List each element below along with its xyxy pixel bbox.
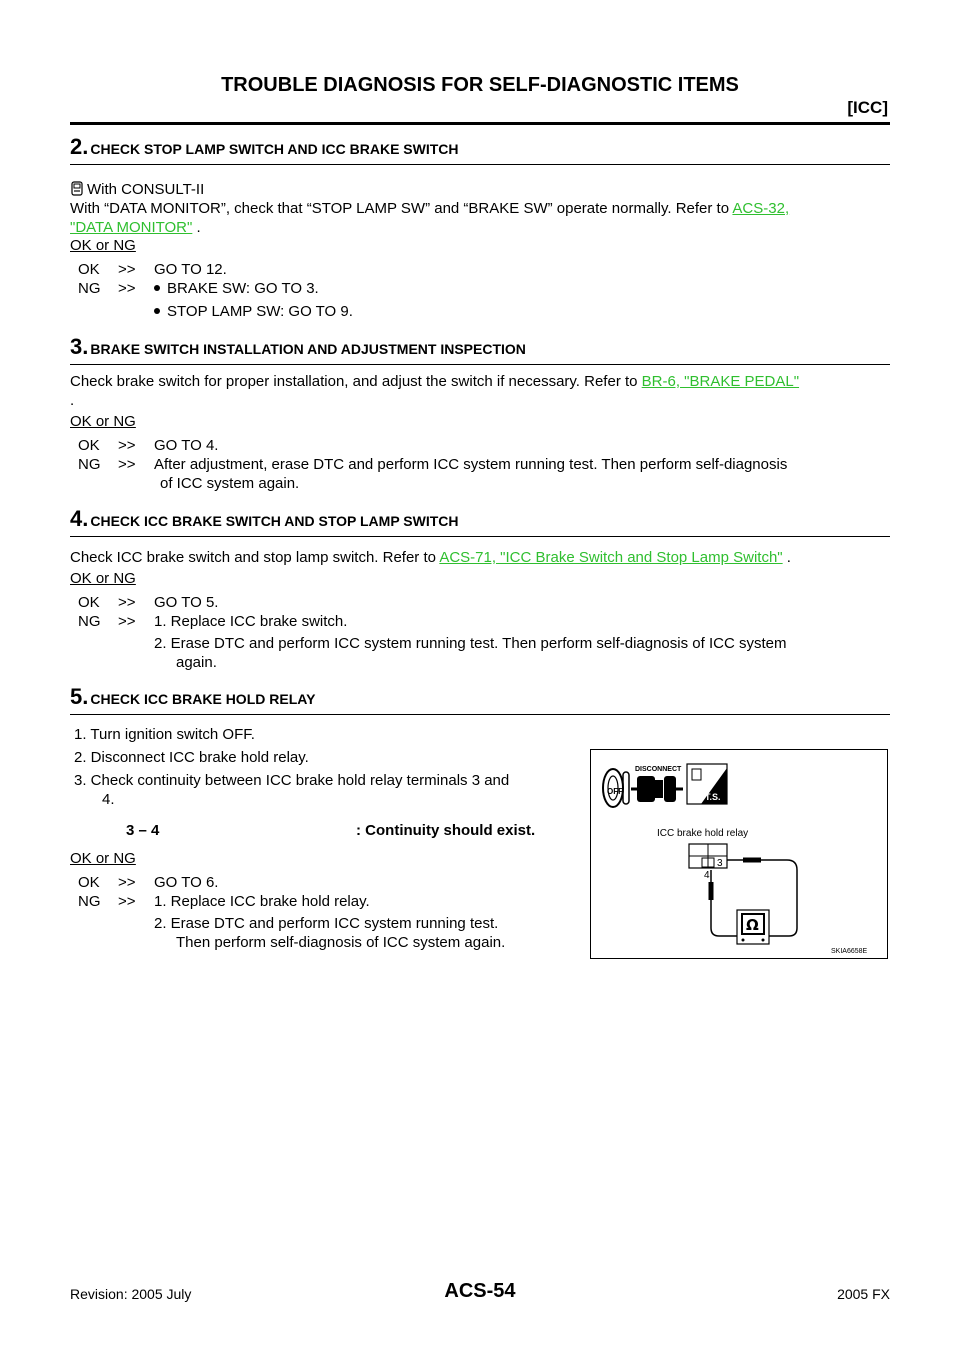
- figure-id: SKIA6658E: [831, 948, 868, 955]
- step-title: BRAKE SWITCH INSTALLATION AND ADJUSTMENT INSPECTION: [90, 341, 526, 357]
- body-text: Check ICC brake switch and stop lamp switch. Refer to: [70, 549, 436, 566]
- step-4-body: [70, 548, 890, 567]
- arrow: >>: [118, 874, 136, 891]
- revision-label: Revision: 2005 July: [70, 1286, 192, 1302]
- ng-result: [78, 279, 319, 298]
- ignition-key-icon: [603, 769, 629, 807]
- step-3-period: .: [70, 392, 75, 409]
- section-tag: [ICC]: [847, 98, 888, 117]
- ng-key: NG: [78, 613, 101, 630]
- link-acs-71[interactable]: ACS-71, "ICC Brake Switch and Stop Lamp Switch": [439, 549, 783, 566]
- arrow: >>: [118, 594, 136, 611]
- step-title: CHECK STOP LAMP SWITCH AND ICC BRAKE SWITCH: [90, 141, 459, 157]
- step-5-heading: [70, 684, 890, 715]
- ng-text: After adjustment, erase DTC and perform ICC system running test. Then perform self-diagnosis: [154, 456, 788, 473]
- ok-text: GO TO 5.: [154, 594, 219, 611]
- step-number: 5.: [70, 684, 89, 709]
- arrow: >>: [118, 893, 136, 910]
- arrow: >>: [118, 437, 136, 454]
- terminal-3-label: 3: [717, 858, 723, 869]
- ok-or-ng-label: OK or NG: [70, 237, 136, 254]
- ohmmeter-icon: [737, 910, 769, 944]
- link-data-monitor[interactable]: "DATA MONITOR": [70, 219, 193, 236]
- step-2-heading: [70, 134, 890, 165]
- consult-line: [70, 180, 890, 199]
- step-number: 3.: [70, 334, 89, 359]
- step-title: CHECK ICC BRAKE HOLD RELAY: [90, 691, 316, 707]
- ok-key: OK: [78, 261, 100, 278]
- consult-icon: [70, 181, 84, 196]
- page-title: TROUBLE DIAGNOSIS FOR SELF-DIAGNOSTIC ITEMS: [221, 74, 739, 96]
- ng-result-3: Then perform self-diagnosis of ICC system again.: [176, 934, 506, 951]
- ng-key: NG: [78, 280, 101, 297]
- ng-result: [78, 892, 370, 911]
- step-3-heading: [70, 334, 890, 365]
- model-label: 2005 FX: [837, 1286, 890, 1302]
- terminal-4-label: 4: [704, 870, 710, 881]
- ng-text: 1. Replace ICC brake hold relay.: [154, 893, 370, 910]
- ok-or-ng-label: OK or NG: [70, 570, 136, 587]
- consult-label: With CONSULT-II: [87, 181, 205, 198]
- bullet-icon: [154, 285, 160, 291]
- body-text: .: [192, 219, 201, 236]
- procedure-item-3-cont: 4.: [102, 791, 115, 808]
- ng-text: 1. Replace ICC brake switch.: [154, 613, 348, 630]
- relay-connector: [689, 844, 727, 881]
- ok-key: OK: [78, 437, 100, 454]
- procedure-item-1: 1. Turn ignition switch OFF.: [74, 726, 255, 743]
- ng-result-2: 2. Erase DTC and perform ICC system running test.: [154, 915, 499, 932]
- disconnect-icon: [631, 766, 683, 802]
- ng-result: [78, 455, 890, 474]
- step-number: 4.: [70, 506, 89, 531]
- procedure-item-2: 2. Disconnect ICC brake hold relay.: [74, 749, 309, 766]
- step-4-heading: [70, 506, 890, 537]
- body-text: With “DATA MONITOR”, check that “STOP LAMP SW” and “BRAKE SW” operate normally. Refer to: [70, 200, 730, 217]
- body-text: Check brake switch for proper installation, and adjust the switch if necessary. Refer to: [70, 373, 638, 390]
- ok-or-ng-label: OK or NG: [70, 850, 136, 867]
- off-label: OFF: [607, 787, 623, 796]
- ng-result-3: again.: [176, 654, 217, 671]
- step-3-body: [70, 372, 890, 391]
- relay-label: ICC brake hold relay: [657, 828, 749, 839]
- arrow: >>: [118, 280, 136, 297]
- disconnect-label: DISCONNECT: [635, 766, 682, 773]
- ng-result-cont: of ICC system again.: [160, 475, 300, 492]
- ok-key: OK: [78, 874, 100, 891]
- header-rule: [70, 122, 890, 125]
- body-text: .: [782, 549, 791, 566]
- ok-result: [78, 260, 227, 279]
- link-br-6[interactable]: BR-6, "BRAKE PEDAL": [641, 373, 800, 390]
- relay-continuity-figure: [590, 749, 888, 959]
- ok-result: [78, 593, 218, 612]
- procedure-item-3: 3. Check continuity between ICC brake hold relay terminals 3 and: [74, 772, 510, 789]
- ng-result-2: 2. Erase DTC and perform ICC system running test. Then perform self-diagnosis of ICC system: [154, 635, 787, 652]
- step-title: CHECK ICC BRAKE SWITCH AND STOP LAMP SWITCH: [90, 513, 459, 529]
- bullet-icon: [154, 308, 160, 314]
- ok-text: GO TO 4.: [154, 437, 219, 454]
- page-number: ACS-54: [444, 1280, 516, 1302]
- tester-icon: [687, 764, 727, 804]
- ng-bullet-text: STOP LAMP SW: GO TO 9.: [167, 303, 353, 320]
- ok-text: GO TO 6.: [154, 874, 219, 891]
- step-number: 2.: [70, 134, 89, 159]
- ng-result-bullet-2: [154, 302, 353, 321]
- ng-key: NG: [78, 893, 101, 910]
- ok-text: GO TO 12.: [154, 261, 227, 278]
- link-acs-32[interactable]: ACS-32,: [732, 200, 790, 217]
- ohm-symbol: Ω: [746, 916, 759, 934]
- arrow: >>: [118, 613, 136, 630]
- spec-terminals: 3 – 4: [126, 822, 160, 839]
- ts-label: T.S.: [705, 792, 721, 802]
- step-2-body: [70, 199, 890, 218]
- ok-result: [78, 436, 218, 455]
- arrow: >>: [118, 261, 136, 278]
- ok-key: OK: [78, 594, 100, 611]
- ok-result: [78, 873, 218, 892]
- arrow: >>: [118, 456, 136, 473]
- spec-result: : Continuity should exist.: [356, 822, 536, 839]
- step-2-body-cont: [70, 218, 890, 237]
- relay-diagram: [591, 750, 887, 958]
- ng-key: NG: [78, 456, 101, 473]
- ng-result: [78, 612, 347, 631]
- ng-bullet-text: BRAKE SW: GO TO 3.: [167, 280, 319, 297]
- ok-or-ng-label: OK or NG: [70, 413, 136, 430]
